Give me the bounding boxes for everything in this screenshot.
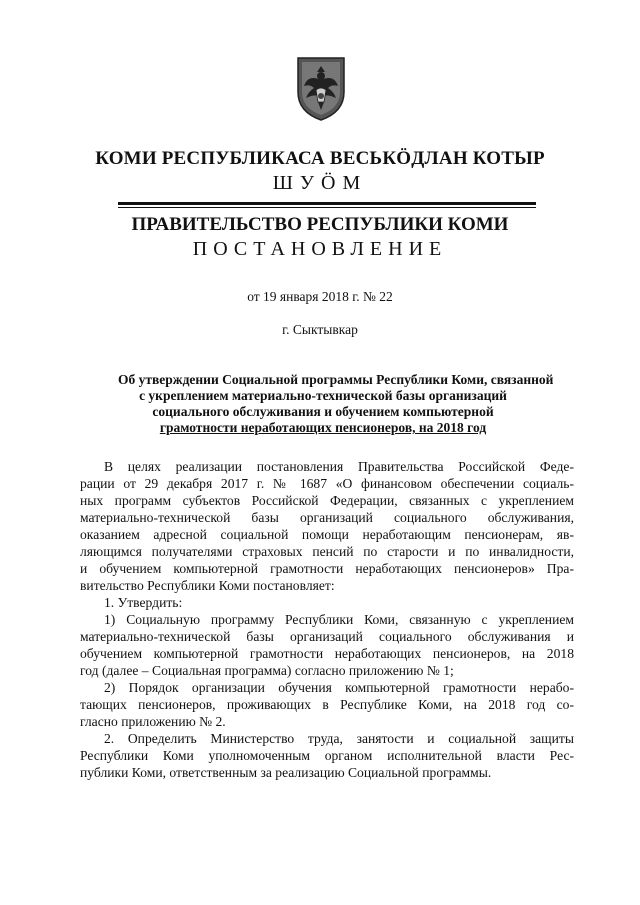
body-line: гласно приложению № 2.: [80, 714, 226, 729]
body-line: оказанием адресной социальной помощи неработающим пенсионерам, яв-: [80, 527, 574, 542]
divider-thick: [118, 202, 536, 205]
body-line: 2) Порядок организации обучения компьютерной грамотности нерабо-: [104, 680, 574, 695]
body-line: ных программ субъектов Российской Федерации, связанных с укреплением: [80, 493, 574, 508]
body-line: тающих пенсионеров, проживающих в Республике Коми, на 2018 год со-: [80, 697, 574, 712]
document-city: г. Сыктывкар: [282, 322, 358, 337]
header-doc-type: ПОСТАНОВЛЕНИЕ: [192, 238, 448, 260]
body-line: Республики Коми уполномоченным органом исполнительной власти Рес-: [80, 748, 574, 763]
title-line: Об утверждении Социальной программы Республики Коми, связанной: [118, 372, 554, 387]
title-line: социального обслуживания и обучением компьютерной: [152, 404, 494, 419]
header-gov-name: ПРАВИТЕЛЬСТВО РЕСПУБЛИКИ КОМИ: [131, 214, 509, 235]
body-line: материально-технической базы организаций социального обслуживания и: [80, 629, 574, 644]
body-line: вительство Республики Коми постановляет:: [80, 578, 335, 593]
document-body: [80, 458, 574, 781]
header-komi-doc-type: ШУÖМ: [272, 172, 368, 194]
body-line: 1. Утвердить:: [104, 595, 183, 610]
divider-thin: [118, 207, 536, 208]
title-line: с укреплением материально-технической базы организаций: [139, 388, 507, 403]
body-line: год (далее – Социальная программа) согласно приложению № 1;: [80, 663, 454, 678]
body-line: ляющимся получателями страховых пенсий по старости и по инвалидности,: [80, 544, 574, 559]
coat-of-arms-icon: [292, 52, 350, 122]
body-line: рации от 29 декабря 2017 г. № 1687 «О финансовом обеспечении социаль-: [80, 476, 574, 491]
body-line: материально-технической базы организаций социального обслуживания,: [80, 510, 574, 525]
document-title: [118, 372, 554, 436]
body-line: 1) Социальную программу Республики Коми, связанную с укреплением: [104, 612, 574, 627]
header-komi-name: КОМИ РЕСПУБЛИКАСА ВЕСЬКÖДЛАН КОТЫР: [95, 148, 545, 169]
body-line: и обучением компьютерной грамотности неработающих пенсионеров» Пра-: [80, 561, 574, 576]
document-date: от 19 января 2018 г. № 22: [247, 289, 393, 304]
body-line: 2. Определить Министерство труда, занятости и социальной защиты: [104, 731, 574, 746]
body-line: В целях реализации постановления Правительства Российской Феде-: [104, 459, 574, 474]
body-line: публики Коми, ответственным за реализацию Социальной программы.: [80, 765, 492, 780]
title-line: грамотности неработающих пенсионеров, на 2018 год: [159, 420, 487, 435]
body-line: обучением компьютерной грамотности неработающих пенсионеров, на 2018: [80, 646, 574, 661]
